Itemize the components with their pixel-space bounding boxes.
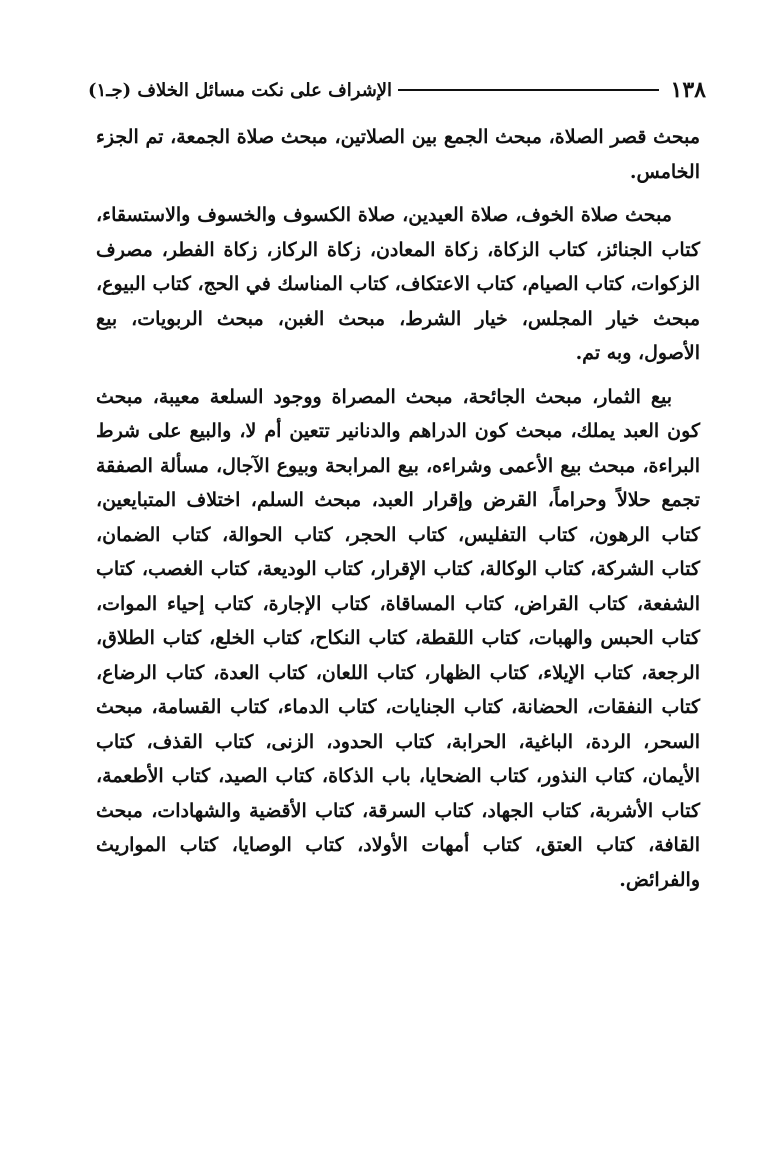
running-header (88, 72, 706, 108)
paragraph-1: مبحث قصر الصلاة، مبحث الجمع بين الصلاتين، مبحث صلاة الجمعة، تم الجزء الخامس. (96, 126, 700, 183)
page-number: ١٣٨ (670, 77, 706, 103)
paragraph-2: مبحث صلاة الخوف، صلاة العيدين، صلاة الكسوف والخسوف والاستسقاء، كتاب الجنائز، كتاب الزكاة، زكاة المعادن، زكاة الركاز، زكاة الفطر، مصرف الزكوات، كتاب الصيام، كتاب الاعتكاف، كتاب المناسك في الحج، كتاب البيوع، مبحث خيار المجلس، خيار الشرط، مبحث الغبن، مبحث الربويات، بيع الأصول، وبه تم. (96, 204, 700, 364)
body-text (96, 120, 700, 980)
paragraph-3: بيع الثمار، مبحث الجائحة، مبحث المصراة ووجود السلعة معيبة، مبحث كون العبد يملك، مبحث كون الدراهم والدنانير تتعين أم لا، والبيع على شرط البراءة، مبحث بيع الأعمى وشراءه، بيع المرابحة وبيوع الآجال، مسألة الصفقة تجمع حلالاً وحراماً، القرض وإقرار العبد، مبحث السلم، اختلاف المتبايعين، كتاب الرهون، كتاب التفليس، كتاب الحجر، كتاب الحوالة، كتاب الضمان، كتاب الشركة، كتاب الوكالة، كتاب الإقرار، كتاب الوديعة، كتاب الغصب، كتاب الشفعة، كتاب القراض، كتاب المساقاة، كتاب الإجارة، كتاب إحياء الموات، كتاب الحبس والهبات، كتاب اللقطة، كتاب النكاح، كتاب الخلع، كتاب الطلاق، الرجعة، كتاب الإيلاء، كتاب الظهار، كتاب اللعان، كتاب العدة، كتاب الرضاع، كتاب النفقات، الحضانة، كتاب الجنايات، كتاب الدماء، كتاب القسامة، مبحث السحر، الردة، الباغية، الحرابة، كتاب الحدود، الزنى، كتاب القذف، كتاب الأيمان، كتاب النذور، كتاب الضحايا، باب الذكاة، كتاب الصيد، كتاب الأطعمة، كتاب الأشربة، كتاب الجهاد، كتاب السرقة، كتاب الأقضية والشهادات، مبحث القافة، كتاب العتق، كتاب أمهات الأولاد، كتاب الوصايا، كتاب المواريث والفرائض. (96, 385, 700, 891)
header-rule (398, 89, 658, 91)
running-title: الإشراف على نكت مسائل الخلاف (جـ١) (88, 79, 393, 101)
